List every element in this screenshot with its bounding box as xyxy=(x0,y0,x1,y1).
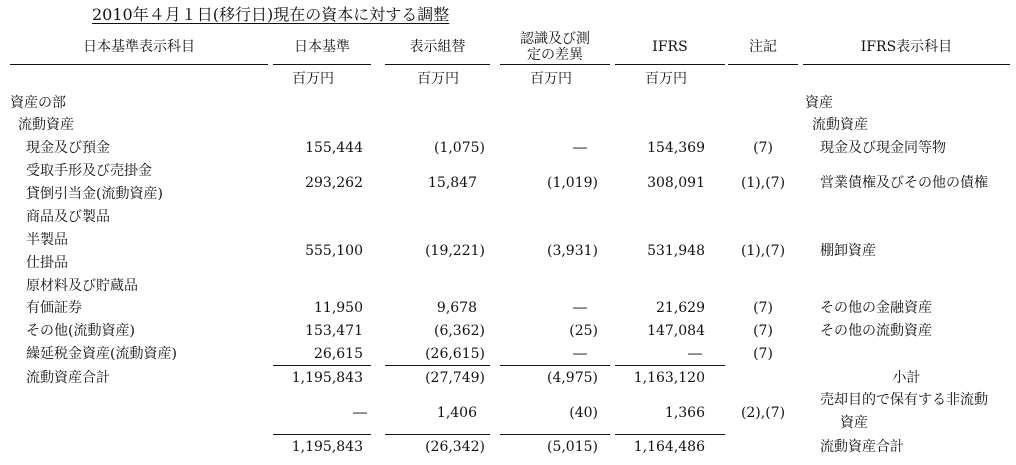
header-rule xyxy=(803,64,1010,65)
reclass-value: 1,406 xyxy=(436,405,477,421)
ifrs-value: 21,629 xyxy=(656,300,705,316)
reclass-value: (27,749) xyxy=(425,370,485,386)
subtotal-rule xyxy=(273,365,371,366)
recog-value: (40) xyxy=(569,405,598,421)
note-value: (7) xyxy=(753,300,773,316)
header-jgaap: 日本基準 xyxy=(294,39,350,55)
unit-ifrs: 百万円 xyxy=(645,71,687,87)
note-value: (2),(7) xyxy=(740,405,786,421)
row-label: 受取手形及び売掛金 xyxy=(26,163,152,179)
ifrs-label: 営業債権及びその他の債権 xyxy=(820,175,988,191)
header-recog-line2: 定の差異 xyxy=(527,47,583,63)
note-value: (7) xyxy=(753,140,773,156)
unit-recog: 百万円 xyxy=(530,71,572,87)
total-rule xyxy=(385,434,490,435)
ifrs-label: その他の流動資産 xyxy=(820,323,932,339)
reclass-value: (6,362) xyxy=(433,323,485,339)
ifrs-label: 小計 xyxy=(892,370,921,386)
jgaap-value: 11,950 xyxy=(314,300,363,316)
ifrs-label: 資産 xyxy=(840,415,868,431)
reclass-value: 9,678 xyxy=(436,300,477,316)
recog-value: ― xyxy=(573,300,587,316)
ifrs-value: 308,091 xyxy=(647,175,705,191)
header-rule xyxy=(10,64,268,65)
subtotal-rule xyxy=(615,365,725,366)
row-label: 流動資産合計 xyxy=(26,370,110,386)
ifrs-value: 154,369 xyxy=(647,140,705,156)
jgaap-value: ― xyxy=(353,405,367,421)
row-label: 繰延税金資産(流動資産) xyxy=(26,346,177,362)
ifrs-value: 531,948 xyxy=(647,243,705,259)
ifrs-label: その他の金融資産 xyxy=(820,300,932,316)
page-title: 2010年４月１日(移行日)現在の資本に対する調整 xyxy=(92,5,450,24)
subtotal-rule xyxy=(385,365,490,366)
ifrs-value: 1,366 xyxy=(664,405,705,421)
recog-value: (5,015) xyxy=(546,439,598,455)
header-rule xyxy=(500,64,610,65)
recog-value: (1,019) xyxy=(546,175,598,191)
ifrs-label: 流動資産合計 xyxy=(820,439,904,455)
row-label: 原材料及び貯蔵品 xyxy=(26,278,138,294)
jgaap-value: 26,615 xyxy=(314,346,363,362)
header-reclass: 表示組替 xyxy=(409,39,466,55)
jgaap-value: 293,262 xyxy=(305,175,363,191)
header-ifrs: IFRS xyxy=(652,39,688,55)
ifrs-label: 現金及び現金同等物 xyxy=(820,140,946,156)
note-value: (1),(7) xyxy=(740,175,786,191)
unit-reclass: 百万円 xyxy=(417,71,459,87)
total-rule xyxy=(500,434,610,435)
row-label: 半製品 xyxy=(26,232,68,248)
total-rule xyxy=(615,434,725,435)
ifrs-value: 147,084 xyxy=(647,323,705,339)
recog-value: ― xyxy=(573,346,587,362)
recog-value: ― xyxy=(573,140,587,156)
recog-value: (25) xyxy=(569,323,598,339)
reclass-value: (19,221) xyxy=(425,243,485,259)
ifrs-value: 1,163,120 xyxy=(633,370,705,386)
note-value: (1),(7) xyxy=(740,243,786,259)
unit-jgaap: 百万円 xyxy=(292,71,334,87)
row-label: 流動資産 xyxy=(18,117,74,133)
ifrs-label: 棚卸資産 xyxy=(820,243,876,259)
note-value: (7) xyxy=(753,346,773,362)
note-value: (7) xyxy=(753,323,773,339)
jgaap-value: 555,100 xyxy=(305,243,363,259)
header-rule xyxy=(728,64,798,65)
subtotal-rule xyxy=(500,365,610,366)
row-label: 商品及び製品 xyxy=(26,209,110,225)
header-ifrs-item: IFRS表示科目 xyxy=(860,39,953,55)
ifrs-label: 売却目的で保有する非流動 xyxy=(820,392,988,408)
jgaap-value: 155,444 xyxy=(305,140,363,156)
row-label: 資産の部 xyxy=(10,95,66,111)
row-label: 仕掛品 xyxy=(26,255,68,271)
row-label: 貸倒引当金(流動資産) xyxy=(26,186,163,202)
header-rule xyxy=(385,64,490,65)
recog-value: (3,931) xyxy=(546,243,598,259)
reclass-value: (26,342) xyxy=(425,439,485,455)
total-rule xyxy=(273,434,371,435)
ifrs-value: 1,164,486 xyxy=(633,439,705,455)
row-label: 有価証券 xyxy=(26,300,82,316)
reclass-value: 15,847 xyxy=(428,175,477,191)
header-note: 注記 xyxy=(749,39,777,55)
jgaap-value: 1,195,843 xyxy=(291,439,363,455)
row-label: その他(流動資産) xyxy=(26,323,135,339)
reclass-value: (26,615) xyxy=(425,346,485,362)
ifrs-value: ― xyxy=(688,346,702,362)
header-rule xyxy=(615,64,725,65)
jgaap-value: 153,471 xyxy=(305,323,363,339)
row-label: 現金及び預金 xyxy=(26,140,110,156)
ifrs-label: 流動資産 xyxy=(812,117,868,133)
ifrs-label: 資産 xyxy=(805,95,833,111)
header-jgaap-item: 日本基準表示科目 xyxy=(83,39,195,55)
jgaap-value: 1,195,843 xyxy=(291,370,363,386)
recog-value: (4,975) xyxy=(546,370,598,386)
reclass-value: (1,075) xyxy=(433,140,485,156)
header-rule xyxy=(273,64,371,65)
header-recog-line1: 認識及び測 xyxy=(520,31,590,47)
